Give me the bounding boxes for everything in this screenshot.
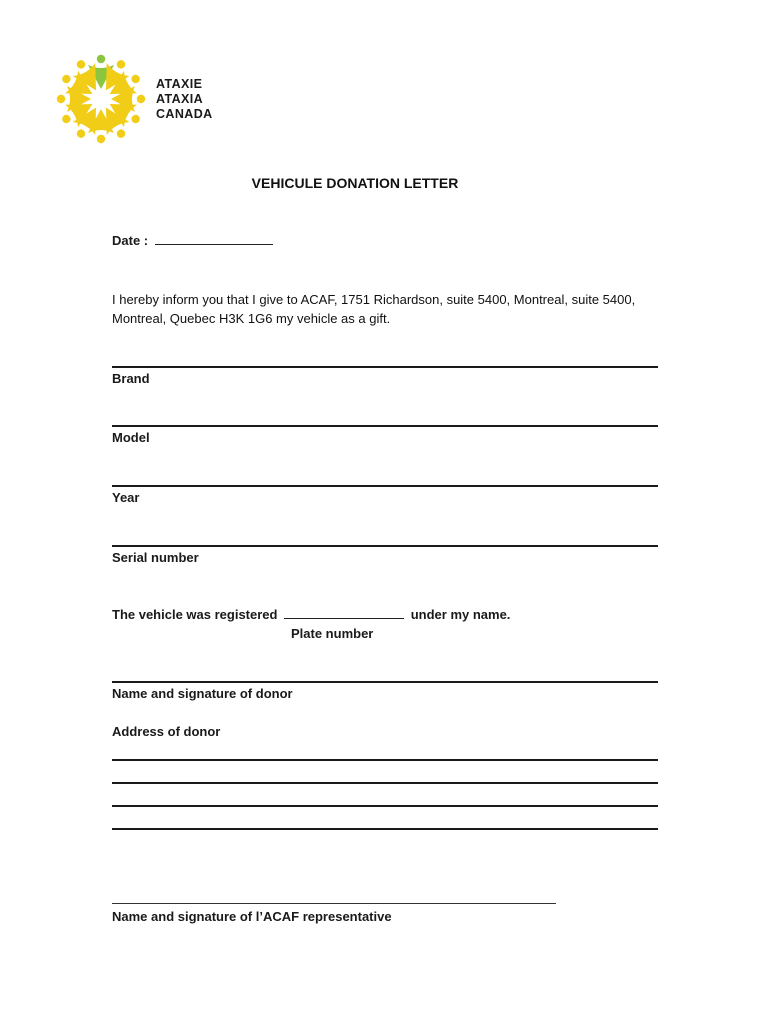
org-name-line-3: CANADA	[156, 107, 213, 121]
brand-label: Brand	[112, 371, 150, 386]
document-title: VEHICULE DONATION LETTER	[251, 175, 459, 191]
registration-text-after: under my name.	[410, 607, 511, 622]
donor-address-label: Address of donor	[112, 724, 221, 739]
registration-row	[112, 607, 510, 622]
donor-name-signature-label: Name and signature of donor	[112, 686, 293, 701]
date-field[interactable]	[155, 233, 273, 245]
donor-address-line-1[interactable]	[112, 759, 658, 761]
registration-text-before: The vehicle was registered	[112, 607, 278, 622]
donor-address-line-4[interactable]	[112, 828, 658, 830]
serial-number-label: Serial number	[112, 550, 199, 565]
date-row	[112, 233, 273, 248]
brand-line[interactable]	[112, 366, 658, 368]
date-label: Date :	[112, 233, 149, 248]
ataxia-canada-logo-icon	[56, 52, 146, 144]
donor-signature-line[interactable]	[112, 681, 658, 683]
model-line[interactable]	[112, 425, 658, 427]
donor-address-line-2[interactable]	[112, 782, 658, 784]
representative-label: Name and signature of l’ACAF representative	[112, 909, 392, 924]
donor-address-line-3[interactable]	[112, 805, 658, 807]
serial-number-line[interactable]	[112, 545, 658, 547]
model-label: Model	[112, 430, 150, 445]
declaration-text: I hereby inform you that I give to ACAF, 1751 Richardson, suite 5400, Montreal, suite 5400, Montreal, Quebec H3K 1G6 my vehicle as a gift.	[112, 292, 636, 326]
year-line[interactable]	[112, 485, 658, 487]
plate-number-field[interactable]	[284, 607, 404, 619]
year-label: Year	[112, 490, 140, 505]
org-name-line-2: ATAXIA	[156, 92, 204, 106]
plate-number-caption: Plate number	[291, 626, 374, 641]
representative-signature-line[interactable]	[112, 903, 556, 904]
organization-name	[156, 77, 213, 122]
org-name-line-1: ATAXIE	[156, 77, 203, 91]
